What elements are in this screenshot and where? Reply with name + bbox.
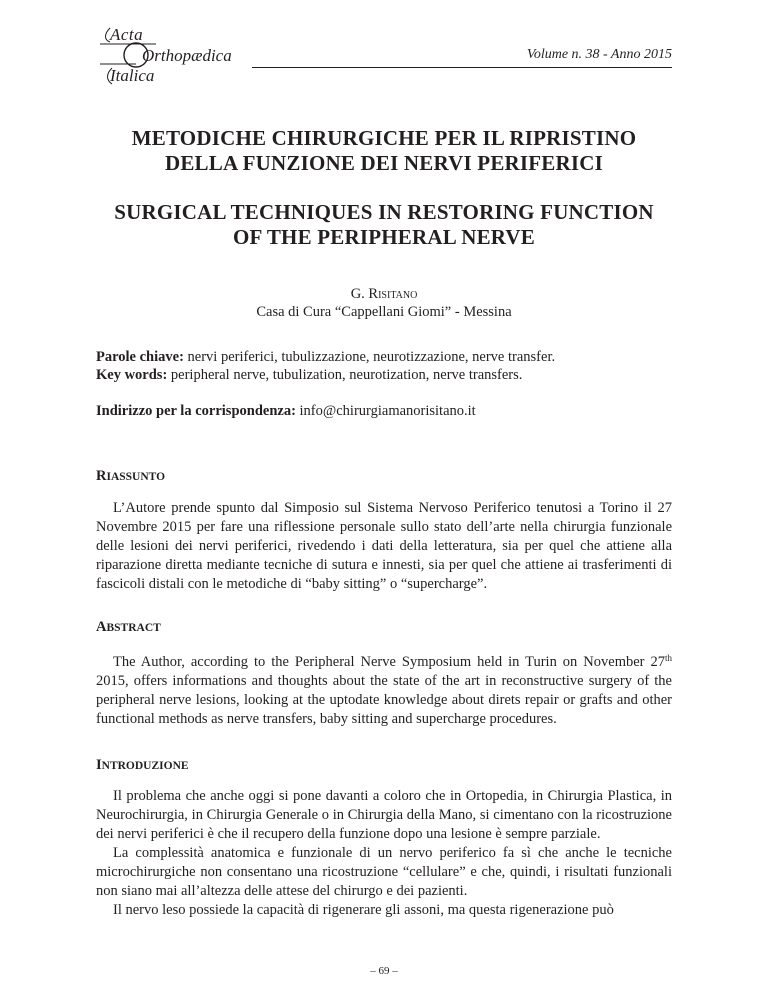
author-surname: isitano	[378, 286, 418, 302]
title-english-line-2: OF THE PERIPHERAL NERVE	[233, 225, 535, 249]
keywords-italian-label: Parole chiave:	[96, 349, 184, 365]
title-english-line-1: SURGICAL TECHNIQUES IN RESTORING FUNCTION	[114, 200, 654, 224]
heading-initial: R	[96, 468, 107, 484]
keywords-english	[96, 366, 522, 384]
correspondence	[96, 402, 476, 420]
introduzione-body	[96, 787, 672, 920]
riassunto-paragraph: L’Autore prende spunto dal Simposio sul Sistema Nervoso Periferico tenutosi a Torino il 27 Novembre 2015 per fare una riflessione personale sullo stato dell’arte nella chirurgia funzionale delle lesioni dei nervi periferici, rivedendo i dati della letteratura, sia per quel che attiene alla riparazione diretta mediante tecniche di sutura e innesti, sia per quel che attiene ai trasferimenti di fascicoli distali con le metodiche di “baby sitting” o “supercharge”.	[96, 500, 672, 592]
keywords-italian	[96, 348, 555, 366]
abstract-body	[96, 649, 672, 729]
intro-paragraph-1: Il problema che anche oggi si pone davanti a coloro che in Ortopedia, in Chirurgia Plastica, in Neurochirurgia, in Chirurgia Generale o in Chirurgia della Mano, si cimentano con la ricostruzione dei nervi periferici è che il recupero della funzione dopo una lesione è sempre parziale.	[96, 788, 672, 842]
title-italian-line-2: DELLA FUNZIONE DEI NERVI PERIFERICI	[164, 151, 603, 175]
riassunto-body	[96, 499, 672, 594]
logo-word-acta: Acta	[110, 25, 144, 44]
author-name	[96, 285, 672, 304]
keywords-english-text: peripheral nerve, tubulization, neurotization, nerve transfers.	[167, 367, 523, 383]
heading-rest: BSTRACT	[106, 622, 161, 634]
correspondence-email: info@chirurgiamanorisitano.it	[295, 403, 476, 419]
abstract-paragraph	[96, 649, 672, 729]
intro-paragraph-3: Il nervo leso possiede la capacità di rigenerare gli assoni, ma questa rigenerazione può	[113, 902, 614, 918]
author-initial: G. R	[350, 286, 379, 302]
journal-logo	[96, 22, 276, 88]
header-rule	[252, 67, 672, 68]
logo-word-italica: Italica	[110, 66, 155, 85]
title-italian	[96, 126, 672, 176]
volume-label: Volume n. 38 - Anno 2015	[526, 47, 672, 62]
page-number: – 69 –	[370, 965, 398, 977]
heading-rest: IASSUNTO	[106, 471, 166, 483]
abstract-text-end: 2015, offers informations and thoughts about the state of the art in reconstructive surgery of the peripheral nerve lesions, looking at the uptodate knowledge about direts repair or grafts and other functional methods as nerve transfers, baby sitting and supercharge procedures.	[96, 673, 672, 727]
correspondence-label: Indirizzo per la corrispondenza:	[96, 403, 296, 419]
title-italian-line-1: METODICHE CHIRURGICHE PER IL RIPRISTINO	[131, 126, 637, 150]
heading-initial: A	[96, 619, 107, 635]
heading-initial: I	[96, 757, 102, 773]
page-header	[96, 22, 672, 88]
section-heading-abstract	[96, 619, 161, 636]
heading-rest: NTRODUZIONE	[101, 760, 189, 772]
author-affiliation: Casa di Cura “Cappellani Giomi” - Messina	[256, 304, 512, 320]
intro-paragraph-2: La complessità anatomica e funzionale di un nervo periferico fa sì che anche le tecniche microchirurgiche non consentano una ricostruzione “cellulare” e che, quindi, i risultati funzionali non siano mai all’altezza delle attese del chirurgo e dei pazienti.	[96, 845, 672, 899]
section-heading-introduzione	[96, 757, 189, 774]
keywords-english-label: Key words:	[96, 367, 168, 383]
logo-word-orthopaedica: Orthopædica	[142, 46, 232, 65]
ordinal-suffix: th	[664, 653, 672, 663]
keywords-italian-text: nervi periferici, tubulizzazione, neurotizzazione, nerve transfer.	[183, 349, 556, 365]
abstract-text-start: The Author, according to the Peripheral Nerve Symposium held in Turin on November 27	[113, 654, 665, 670]
section-heading-riassunto	[96, 468, 165, 485]
title-english	[96, 200, 672, 250]
